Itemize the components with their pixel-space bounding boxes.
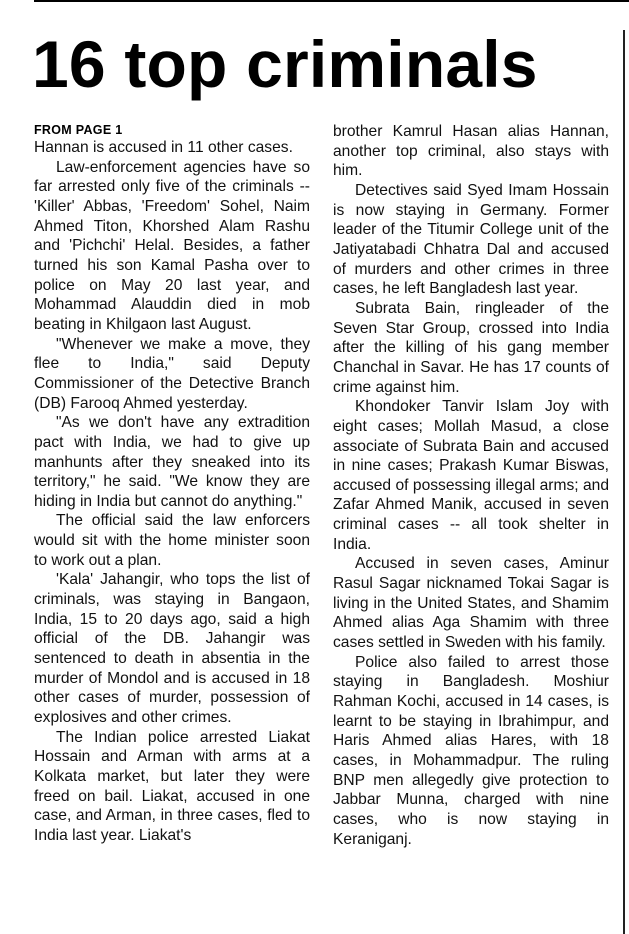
- paragraph: The Indian police arrested Liakat Hossain and Arman with arms at a Kolkata market, but later they were freed on bail. Liakat, accused in one case, and Arman, in three cases, fled to India last year. Liakat's: [34, 728, 310, 844]
- headline: 16 top criminals: [32, 27, 538, 101]
- continuation-label: FROM PAGE 1: [34, 123, 123, 137]
- paragraph: Khondoker Tanvir Islam Joy with eight cases; Mollah Masud, a close associate of Subrata Bain and accused in nine cases; Prakash Kumar Biswas, accused of possessing illegal arms; and Zafar Ahmed Manik, accused in seven criminal cases -- all took shelter in India.: [333, 398, 609, 553]
- paragraph: Accused in seven cases, Aminur Rasul Sagar nicknamed Tokai Sagar is living in the United States, and Shamim Ahmed alias Aga Shamim with three cases settled in Sweden with his family.: [333, 555, 609, 652]
- top-rule: [34, 0, 629, 2]
- paragraph: Subrata Bain, ringleader of the Seven Star Group, crossed into India after the killing of his gang member Chanchal in Savar. He has 17 counts of crime against him.: [333, 299, 609, 396]
- paragraph: Hannan is accused in 11 other cases.: [34, 139, 293, 156]
- paragraph: Detectives said Syed Imam Hossain is now staying in Germany. Former leader of the Titumir College unit of the Jatiyatabadi Chhatra Dal and accused of murders and other crimes in three cases, he left Bangladesh last year.: [333, 181, 609, 298]
- right-column: [333, 122, 609, 849]
- paragraph: "Whenever we make a move, they flee to India," said Deputy Commissioner of the Detective Branch (DB) Farooq Ahmed yesterday.: [34, 335, 310, 412]
- paragraph: The official said the law enforcers would sit with the home minister soon to work out a plan.: [34, 512, 310, 569]
- paragraph: Police also failed to arrest those staying in Bangladesh. Moshiur Rahman Kochi, accused in 14 cases, is learnt to be staying in Ibrahimpur, and Haris Ahmed alias Hares, with 18 cases, in Mohammadpur. The ruling BNP men allegedly give protection to Jabbar Munna, charged with nine cases, who is now staying in Keraniganj.: [333, 653, 609, 848]
- paragraph: "As we don't have any extradition pact with India, we had to give up manhunts after they sneaked into its territory," he said. "We know they are hiding in India but cannot do anything.": [34, 414, 310, 510]
- paragraph: 'Kala' Jahangir, who tops the list of criminals, was staying in Bangaon, India, 15 to 20 days ago, said a high official of the DB. Jahangir was sentenced to death in absentia in the murder of Mondol and is accused in 18 other cases of murder, possession of explosives and other crimes.: [34, 571, 310, 727]
- paragraph: brother Kamrul Hasan alias Hannan, another top criminal, also stays with him.: [333, 123, 609, 180]
- paragraph: Law-enforcement agencies have so far arrested only five of the criminals -- 'Killer' Abbas, 'Freedom' Sohel, Naim Ahmed Titon, Khorshed Alam Rashu and 'Pichchi' Helal. Besides, a father turned his son Kamal Pasha over to police on May 20 last year, and Mohammad Alauddin died in mob beating in Khilgaon last August.: [34, 158, 310, 333]
- left-column: [34, 122, 310, 846]
- column-edge-rule: [623, 30, 625, 934]
